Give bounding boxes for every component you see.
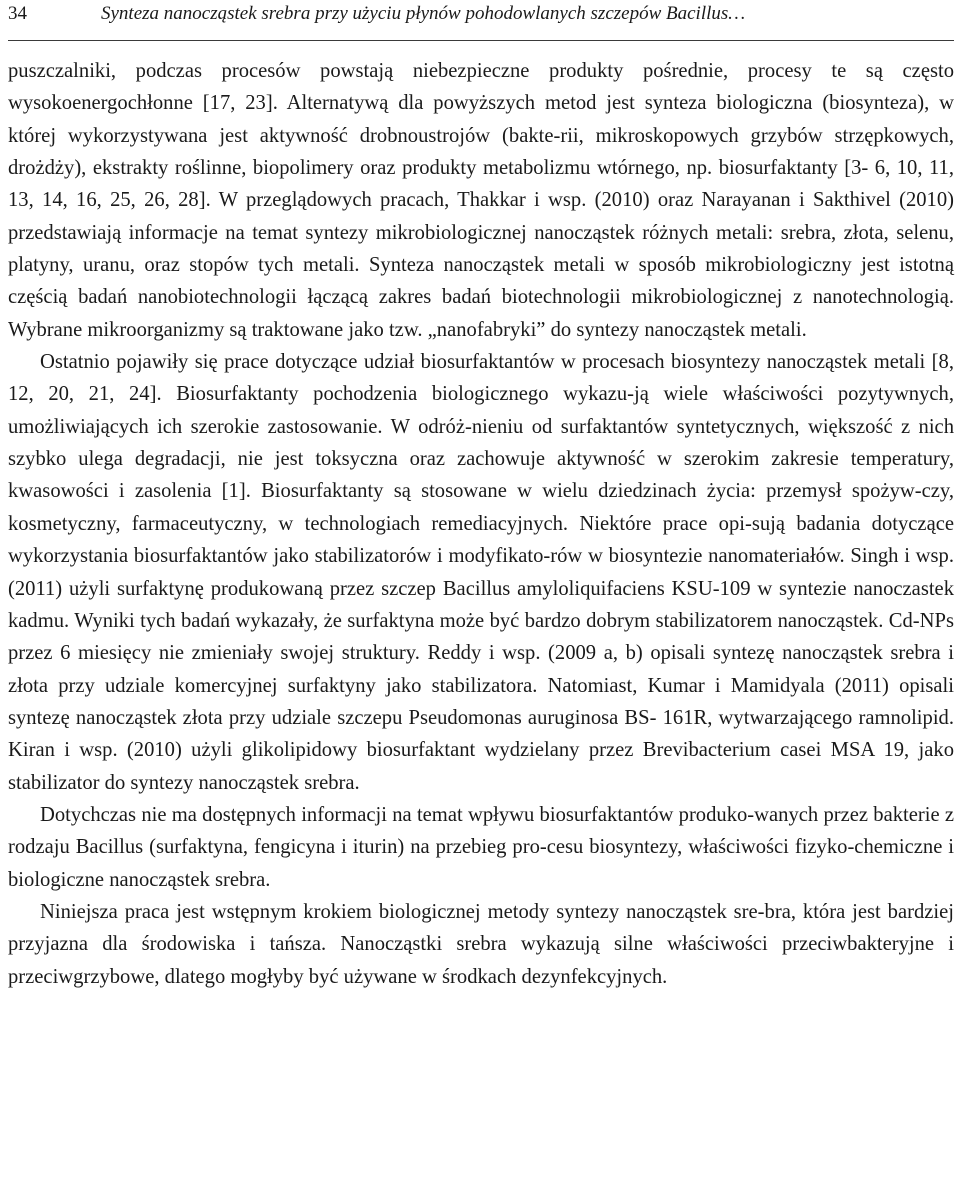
paragraph-p3: Dotychczas nie ma dostępnych informacji na temat wpływu biosurfaktantów produko-wanych przez bakterie z rodzaju Bacillus (surfaktyna, fengicyna i iturin) na przebieg pro-cesu biosyntezy, właściwości fizyko-chemiczne i biologiczne nanocząstek srebra. (8, 803, 954, 891)
page-number: 34 (8, 3, 27, 24)
body-text (8, 55, 954, 993)
document-page (8, 0, 954, 1199)
paragraph-p2: Ostatnio pojawiły się prace dotyczące udział biosurfaktantów w procesach biosyntezy nanocząstek metali [8, 12, 20, 21, 24]. Biosurfaktanty pochodzenia biologicznego wykazu-ją wiele właściwości pozytywnych, umożliwiających ich szerokie zastosowanie. W odróż-nieniu od surfaktantów syntetycznych, większość z nich szybko ulega degradacji, nie jest toksyczna oraz zachowuje aktywność w szerokim zakresie temperatury, kwasowości i zasolenia [1]. Biosurfaktanty są stosowane w wielu dziedzinach życia: przemysł spożyw-czy, kosmetyczny, farmaceutyczny, w technologiach remediacyjnych. Niektóre prace opi-sują badania dotyczące wykorzystania biosurfaktantów jako stabilizatorów i modyfikato-rów w biosyntezie nanomateriałów. Singh i wsp. (2011) użyli surfaktynę produkowaną przez szczep Bacillus amyloliquifaciens KSU-109 w syntezie nanoczastek kadmu. Wyniki tych badań wykazały, że surfaktyna może być bardzo dobrym stabilizatorem nanocząstek. Cd-NPs przez 6 miesięcy nie zmieniały swojej struktury. Reddy i wsp. (2009 a, b) opisali syntezę nanocząstek srebra i złota przy udziale komercyjnej surfaktyny jako stabilizatora. Natomiast, Kumar i Mamidyala (2011) opisali syntezę nanocząstek złota przy udziale szczepu Pseudomonas auruginosa BS- 161R, wytwarzającego ramnolipid. Kiran i wsp. (2010) użyli glikolipidowy biosurfaktant wydzielany przez Brevibacterium casei MSA 19, jako stabilizator do syntezy nanocząstek srebra. (8, 351, 954, 794)
paragraph-p1: puszczalniki, podczas procesów powstają niebezpieczne produkty pośrednie, procesy te są często wysokoenergochłonne [17, 23]. Alternatywą dla powyższych metod jest synteza biologiczna (biosynteza), w której wykorzystywana jest aktywność drobnoustrojów (bakte-rii, mikroskopowych grzybów strzępkowych, drożdży), ekstrakty roślinne, biopolimery oraz produkty metabolizmu wtórnego, np. biosurfaktanty [3- 6, 10, 11, 13, 14, 16, 25, 26, 28]. W przeglądowych pracach, Thakkar i wsp. (2010) oraz Narayanan i Sakthivel (2010) przedstawiają informacje na temat syntezy mikrobiologicznej nanocząstek różnych metali: srebra, złota, selenu, platyny, uranu, oraz stopów tych metali. Synteza nanocząstek metali w sposób mikrobiologiczny jest istotną częścią badań nanobiotechnologii łączącą zakres badań biotechnologii mikrobiologicznej z nanotechnologią. Wybrane mikroorganizmy są traktowane jako tzw. „nanofabryki” do syntezy nanocząstek metali. (8, 60, 954, 341)
running-header (8, 0, 954, 41)
paragraph-p4: Niniejsza praca jest wstępnym krokiem biologicznej metody syntezy nanocząstek sre-bra, która jest bardziej przyjazna dla środowiska i tańsza. Nanocząstki srebra wykazują silne właściwości przeciwbakteryjne i przeciwgrzybowe, dlatego mogłyby być używane w środkach dezynfekcyjnych. (8, 900, 954, 988)
running-header-title: Synteza nanocząstek srebra przy użyciu płynów pohodowlanych szczepów Bacillus… (101, 3, 746, 24)
